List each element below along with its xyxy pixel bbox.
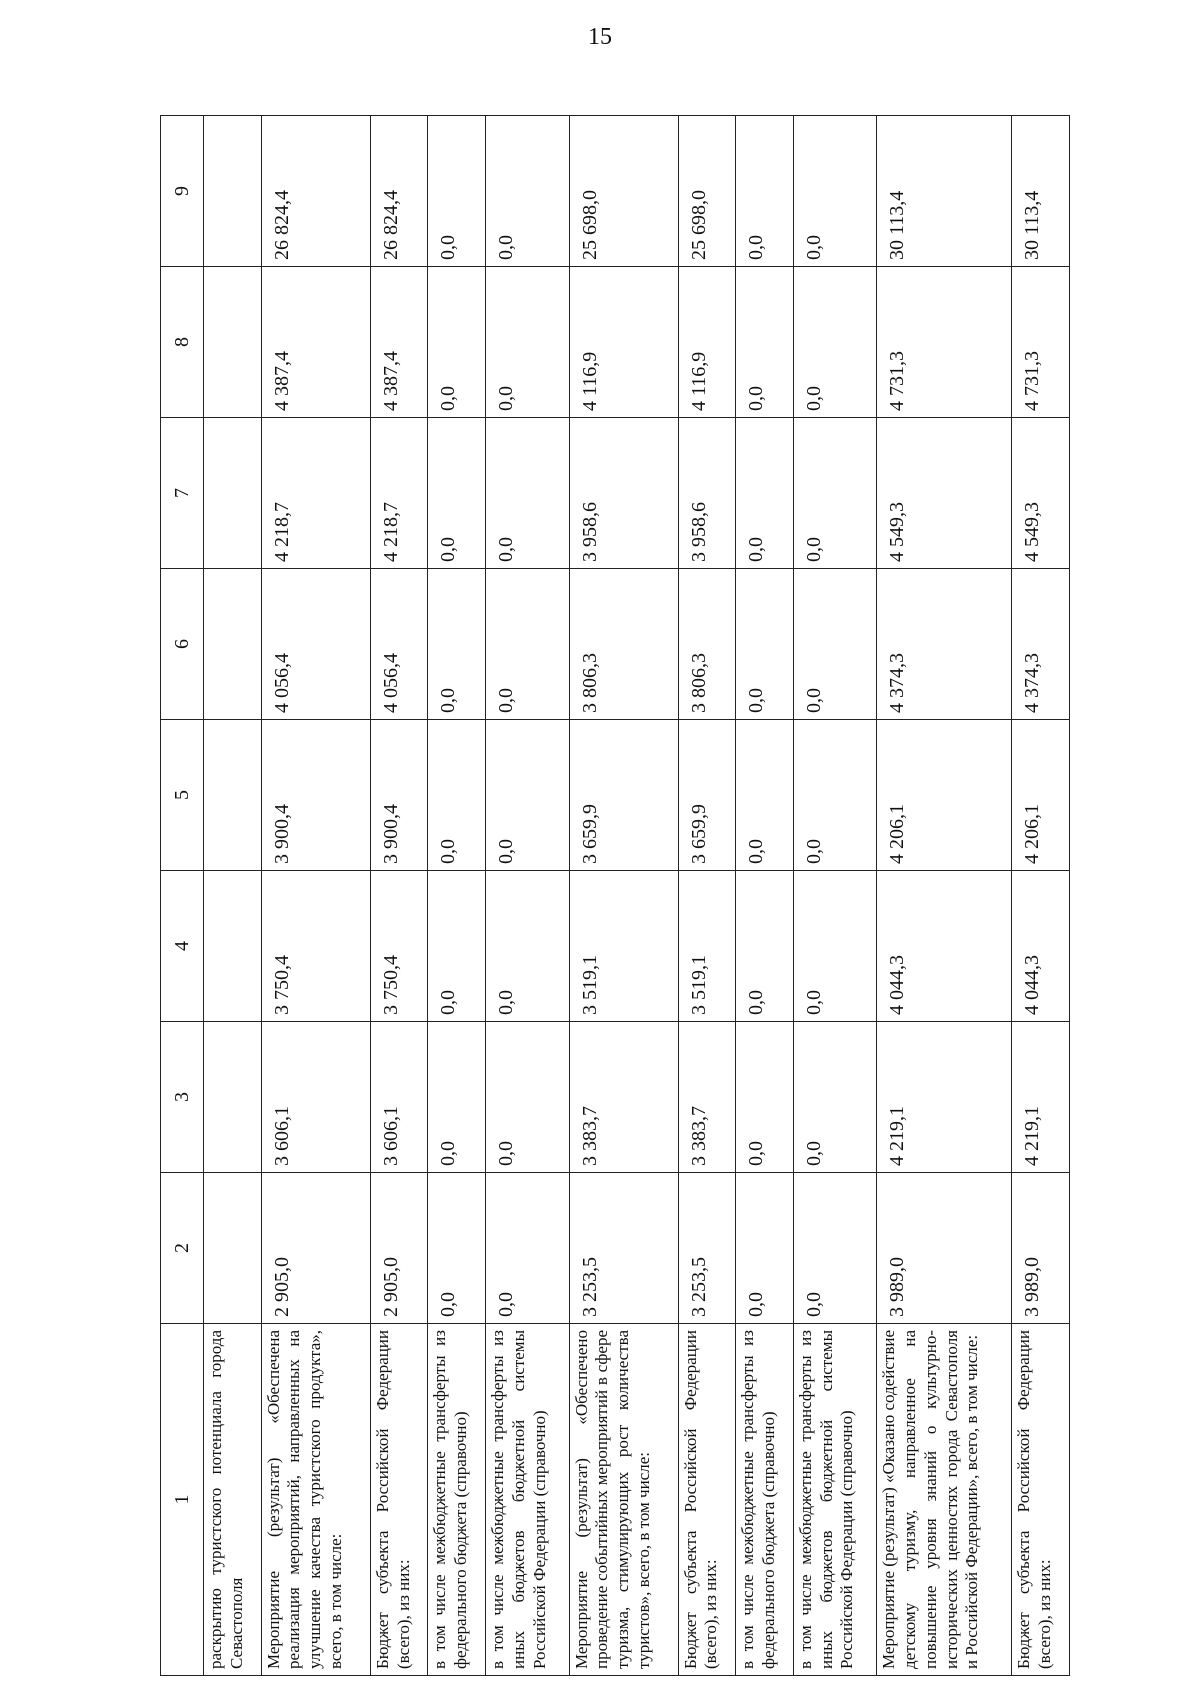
value-cell: 0,0 bbox=[794, 871, 877, 1022]
column-header-1: 1 bbox=[161, 1324, 204, 1676]
value-cell: 4 731,3 bbox=[877, 267, 1012, 418]
table-row bbox=[678, 116, 736, 1676]
value-cell: 30 113,4 bbox=[877, 116, 1012, 267]
row-label: раскрытию туристского потенциала города Севастополя bbox=[204, 1324, 262, 1676]
row-label: в том числе межбюджетные трансферты из иных бюджетов бюджетной системы Российской Федерации (справочно) bbox=[486, 1324, 569, 1676]
budget-table bbox=[160, 115, 1070, 1676]
value-cell: 2 905,0 bbox=[370, 1173, 428, 1324]
value-cell: 30 113,4 bbox=[1012, 116, 1070, 267]
value-cell: 4 219,1 bbox=[1012, 1022, 1070, 1173]
row-label: Бюджет субъекта Российской Федерации (всего), из них: bbox=[678, 1324, 736, 1676]
row-label: Мероприятие (результат) «Обеспечено проведение событийных мероприятий в сфере туризма, стимулирующих рост количества туристов», всего, в том числе: bbox=[569, 1324, 678, 1676]
column-header-6: 6 bbox=[161, 569, 204, 720]
page-number: 15 bbox=[588, 24, 612, 50]
value-cell: 4 116,9 bbox=[678, 267, 736, 418]
value-cell: 0,0 bbox=[794, 1173, 877, 1324]
value-cell bbox=[204, 871, 262, 1022]
value-cell: 0,0 bbox=[428, 569, 486, 720]
column-header-3: 3 bbox=[161, 1022, 204, 1173]
table-body bbox=[204, 116, 1070, 1676]
value-cell: 3 900,4 bbox=[370, 720, 428, 871]
value-cell: 3 900,4 bbox=[261, 720, 370, 871]
value-cell: 0,0 bbox=[794, 418, 877, 569]
column-header-5: 5 bbox=[161, 720, 204, 871]
value-cell: 4 206,1 bbox=[877, 720, 1012, 871]
value-cell: 0,0 bbox=[428, 1173, 486, 1324]
value-cell: 3 606,1 bbox=[370, 1022, 428, 1173]
value-cell: 0,0 bbox=[428, 871, 486, 1022]
column-header-9: 9 bbox=[161, 116, 204, 267]
value-cell: 0,0 bbox=[428, 418, 486, 569]
value-cell: 3 606,1 bbox=[261, 1022, 370, 1173]
table-row bbox=[569, 116, 678, 1676]
value-cell bbox=[204, 116, 262, 267]
value-cell: 4 549,3 bbox=[1012, 418, 1070, 569]
value-cell: 4 218,7 bbox=[261, 418, 370, 569]
value-cell: 4 374,3 bbox=[1012, 569, 1070, 720]
value-cell: 4 116,9 bbox=[569, 267, 678, 418]
value-cell: 3 806,3 bbox=[569, 569, 678, 720]
value-cell: 0,0 bbox=[486, 418, 569, 569]
value-cell: 0,0 bbox=[486, 1022, 569, 1173]
value-cell: 0,0 bbox=[736, 871, 794, 1022]
column-header-2: 2 bbox=[161, 1173, 204, 1324]
row-label: в том числе межбюджетные трансферты из иных бюджетов бюджетной системы Российской Федерации (справочно) bbox=[794, 1324, 877, 1676]
table-row bbox=[204, 116, 262, 1676]
value-cell: 0,0 bbox=[794, 267, 877, 418]
value-cell: 4 044,3 bbox=[877, 871, 1012, 1022]
value-cell: 3 750,4 bbox=[261, 871, 370, 1022]
table-row bbox=[736, 116, 794, 1676]
value-cell: 3 659,9 bbox=[678, 720, 736, 871]
value-cell: 0,0 bbox=[794, 569, 877, 720]
value-cell: 3 383,7 bbox=[569, 1022, 678, 1173]
value-cell: 3 659,9 bbox=[569, 720, 678, 871]
value-cell: 0,0 bbox=[736, 569, 794, 720]
value-cell bbox=[204, 1173, 262, 1324]
value-cell: 4 206,1 bbox=[1012, 720, 1070, 871]
value-cell: 0,0 bbox=[428, 720, 486, 871]
value-cell: 2 905,0 bbox=[261, 1173, 370, 1324]
table-row bbox=[794, 116, 877, 1676]
value-cell: 25 698,0 bbox=[569, 116, 678, 267]
column-header-7: 7 bbox=[161, 418, 204, 569]
value-cell: 26 824,4 bbox=[370, 116, 428, 267]
value-cell: 0,0 bbox=[794, 1022, 877, 1173]
table-row bbox=[261, 116, 370, 1676]
value-cell: 3 383,7 bbox=[678, 1022, 736, 1173]
value-cell: 4 219,1 bbox=[877, 1022, 1012, 1173]
value-cell: 3 989,0 bbox=[1012, 1173, 1070, 1324]
table-row bbox=[370, 116, 428, 1676]
value-cell: 0,0 bbox=[486, 871, 569, 1022]
value-cell: 0,0 bbox=[486, 569, 569, 720]
value-cell: 0,0 bbox=[736, 418, 794, 569]
table-row bbox=[428, 116, 486, 1676]
value-cell: 0,0 bbox=[486, 116, 569, 267]
value-cell bbox=[204, 1022, 262, 1173]
value-cell: 4 218,7 bbox=[370, 418, 428, 569]
value-cell: 26 824,4 bbox=[261, 116, 370, 267]
value-cell: 4 374,3 bbox=[877, 569, 1012, 720]
value-cell: 0,0 bbox=[486, 267, 569, 418]
value-cell: 3 958,6 bbox=[678, 418, 736, 569]
row-label: Бюджет субъекта Российской Федерации (всего), из них: bbox=[370, 1324, 428, 1676]
value-cell: 0,0 bbox=[428, 267, 486, 418]
value-cell: 0,0 bbox=[736, 720, 794, 871]
value-cell: 0,0 bbox=[486, 720, 569, 871]
value-cell: 0,0 bbox=[736, 1022, 794, 1173]
budget-table-container bbox=[160, 116, 1070, 1676]
value-cell bbox=[204, 569, 262, 720]
value-cell: 4 387,4 bbox=[370, 267, 428, 418]
row-label: Мероприятие (результат) «Оказано содействие детскому туризму, направленное на повышение уровня знаний о культурно-исторических ценностях города Севастополя и Российской Федерации», всего, в том числе: bbox=[877, 1324, 1012, 1676]
table-row bbox=[1012, 116, 1070, 1676]
value-cell: 3 958,6 bbox=[569, 418, 678, 569]
value-cell bbox=[204, 418, 262, 569]
row-label: в том числе межбюджетные трансферты из федерального бюджета (справочно) bbox=[736, 1324, 794, 1676]
table-row bbox=[877, 116, 1012, 1676]
value-cell: 0,0 bbox=[486, 1173, 569, 1324]
value-cell: 25 698,0 bbox=[678, 116, 736, 267]
value-cell: 3 253,5 bbox=[678, 1173, 736, 1324]
value-cell: 4 056,4 bbox=[261, 569, 370, 720]
value-cell: 4 549,3 bbox=[877, 418, 1012, 569]
value-cell bbox=[204, 720, 262, 871]
value-cell: 3 519,1 bbox=[569, 871, 678, 1022]
value-cell: 3 989,0 bbox=[877, 1173, 1012, 1324]
value-cell: 0,0 bbox=[794, 720, 877, 871]
value-cell: 0,0 bbox=[736, 116, 794, 267]
value-cell: 0,0 bbox=[794, 116, 877, 267]
value-cell: 3 750,4 bbox=[370, 871, 428, 1022]
table-row bbox=[486, 116, 569, 1676]
row-label: в том числе межбюджетные трансферты из федерального бюджета (справочно) bbox=[428, 1324, 486, 1676]
value-cell: 0,0 bbox=[428, 1022, 486, 1173]
value-cell bbox=[204, 267, 262, 418]
value-cell: 3 519,1 bbox=[678, 871, 736, 1022]
value-cell: 0,0 bbox=[428, 116, 486, 267]
row-label: Бюджет субъекта Российской Федерации (всего), из них: bbox=[1012, 1324, 1070, 1676]
value-cell: 4 056,4 bbox=[370, 569, 428, 720]
column-header-4: 4 bbox=[161, 871, 204, 1022]
header-row bbox=[161, 116, 204, 1676]
value-cell: 4 387,4 bbox=[261, 267, 370, 418]
value-cell: 0,0 bbox=[736, 267, 794, 418]
column-header-8: 8 bbox=[161, 267, 204, 418]
value-cell: 4 044,3 bbox=[1012, 871, 1070, 1022]
value-cell: 4 731,3 bbox=[1012, 267, 1070, 418]
value-cell: 0,0 bbox=[736, 1173, 794, 1324]
row-label: Мероприятие (результат) «Обеспечена реализация мероприятий, направленных на улучшение качества туристского продукта», всего, в том числе: bbox=[261, 1324, 370, 1676]
value-cell: 3 806,3 bbox=[678, 569, 736, 720]
value-cell: 3 253,5 bbox=[569, 1173, 678, 1324]
